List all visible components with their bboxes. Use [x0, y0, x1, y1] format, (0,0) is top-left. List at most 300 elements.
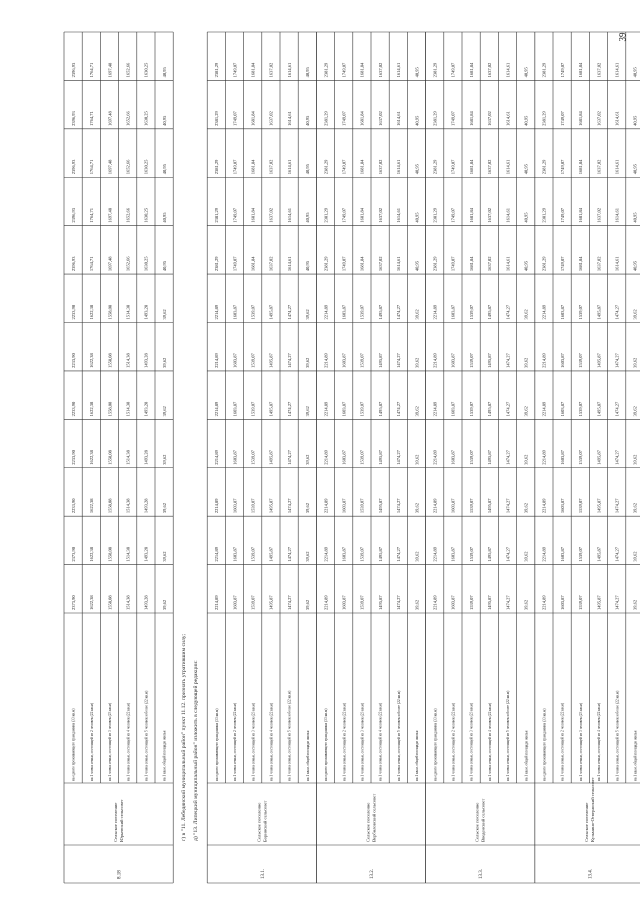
table-cell: 1495,87: [487, 595, 493, 610]
table-cell: 2233,90: [70, 353, 76, 368]
table-cell: 40,95: [523, 212, 529, 223]
table-cell: 1603,87: [341, 450, 347, 465]
row-label: на 1 члена семьи, состоящей из 3 человек (23 кв.м): [578, 702, 583, 781]
table-cell: 1539,07: [578, 353, 584, 368]
table-cell: 1749,07: [232, 111, 238, 126]
table-cell: 40,95: [161, 164, 167, 175]
table-cell: 1474,27: [614, 498, 620, 514]
table-cell: 1622,38: [89, 595, 95, 610]
table-cell: 1749,07: [559, 111, 565, 126]
table-cell: 1495,87: [487, 498, 493, 514]
table-cell: 39,62: [632, 599, 638, 610]
table-cell: 2214,89: [432, 498, 438, 514]
table-cell: 39,62: [523, 551, 529, 562]
table-cell: 1495,87: [487, 546, 493, 562]
table-cell: 1603,87: [341, 353, 347, 368]
table-cell: 1637,02: [596, 62, 602, 78]
table-cell: 1637,02: [268, 159, 274, 175]
table-cell: 1474,27: [286, 401, 292, 417]
table-cell: 1495,87: [596, 304, 602, 320]
table-cell: 1539,07: [359, 401, 365, 417]
table-cell: 1539,07: [578, 546, 584, 562]
table-cell: 2214,89: [432, 304, 438, 320]
table-cell: 1603,87: [450, 401, 456, 417]
table-cell: 1749,07: [341, 159, 347, 175]
table-cell: 1749,07: [341, 256, 347, 272]
table-cell: 1558,08: [107, 546, 113, 562]
row-label: на 1 члена семьи, состоящей из 3 человек (23 кв.м): [469, 702, 474, 781]
table-cell: 1603,87: [559, 546, 565, 562]
table-cell: 1474,27: [396, 401, 402, 417]
table-cell: 1614,61: [286, 159, 292, 175]
table-cell: 1495,87: [596, 498, 602, 514]
table-cell: 40,95: [305, 260, 311, 272]
table-cell: 39,62: [632, 503, 638, 514]
table-cell: 1637,02: [268, 256, 274, 272]
table-cell: 1614,61: [396, 62, 402, 78]
table-cell: 2214,89: [323, 595, 329, 610]
table-cell: 1514,38: [125, 450, 131, 465]
table-cell: 2233,90: [70, 304, 76, 320]
table-cell: 1539,07: [578, 401, 584, 417]
table-cell: 1539,07: [250, 401, 256, 417]
table-cell: 1495,87: [268, 546, 274, 562]
table-cell: 1614,61: [286, 256, 292, 272]
table-cell: 1514,38: [125, 498, 131, 514]
table-cell: 1514,38: [125, 304, 131, 320]
table-cell: 1474,27: [396, 498, 402, 514]
table-cell: 1539,07: [250, 546, 256, 562]
table-cell: 1749,07: [559, 159, 565, 175]
table-cell: 1749,07: [232, 62, 238, 78]
table-cell: 1495,87: [268, 498, 274, 514]
table-cell: 1681,84: [578, 208, 584, 223]
row-label: на 1 члена семьи, состоящей из 5 человек и более (22 кв.м): [506, 690, 511, 781]
table-cell: 1622,38: [89, 498, 95, 514]
table-cell: 1637,02: [377, 256, 383, 272]
table-cell: 39,62: [305, 551, 311, 562]
table-cell: 1681,84: [468, 159, 474, 175]
table-cell: 1681,84: [468, 256, 474, 272]
table-cell: 1539,07: [468, 546, 474, 562]
table-cell: 1681,84: [578, 159, 584, 175]
table-cell: 1539,07: [359, 353, 365, 368]
table-cell: 2381,29: [214, 159, 220, 175]
table-cell: 1681,84: [250, 111, 256, 126]
row-label: на 1 члена семьи, состоящей из 3 человек (23 кв.м): [108, 702, 113, 781]
row-label: на одного проживающего гражданина (33 кв.м): [542, 708, 547, 781]
table-cell: 1637,02: [487, 111, 493, 126]
table-cell: 2214,89: [541, 498, 547, 514]
table-cell: 1697,48: [107, 208, 113, 223]
table-cell: 1681,84: [468, 111, 474, 126]
row-label: на 1 члена семьи, состоящей из 2 человек (22 кв.м): [451, 702, 456, 781]
table-cell: 1474,27: [505, 498, 511, 514]
table-cell: 1630,25: [143, 256, 149, 272]
table-cell: 2381,29: [323, 159, 329, 175]
table-cell: 1474,27: [286, 304, 292, 320]
table-cell: 1603,87: [232, 304, 238, 320]
table-cell: 2396,93: [70, 159, 76, 175]
table-cell: 1495,87: [377, 450, 383, 465]
table-cell: 1749,07: [450, 159, 456, 175]
table-cell: 1603,87: [559, 595, 565, 610]
table-cell: 1749,07: [450, 111, 456, 126]
table-cell: 1630,25: [143, 159, 149, 175]
table-cell: 2381,29: [541, 159, 547, 175]
table-cell: 1539,07: [468, 304, 474, 320]
table-cell: 1474,27: [286, 498, 292, 514]
table-cell: 1474,27: [505, 353, 511, 368]
table-cell: 2214,89: [214, 353, 220, 368]
table-cell: 1749,07: [559, 256, 565, 272]
table-cell: 39,62: [523, 599, 529, 610]
table-cell: 1614,61: [396, 111, 402, 126]
table-cell: 40,95: [632, 67, 638, 78]
row-label: на 1 члена семьи, состоящей из 4 человек (22 кв.м): [269, 702, 274, 781]
table-cell: 1681,84: [359, 111, 365, 126]
table-cell: 1681,84: [578, 256, 584, 272]
table-cell: 1603,87: [450, 353, 456, 368]
table-cell: 1603,87: [341, 304, 347, 320]
table-cell: 39,62: [523, 309, 529, 320]
table-cell: 1495,87: [596, 546, 602, 562]
table-cell: 1681,84: [578, 111, 584, 126]
table-cell: 1614,61: [286, 208, 292, 223]
table-cell: 1681,84: [578, 62, 584, 78]
table-cell: 1474,27: [286, 353, 292, 368]
table-cell: 1514,38: [125, 595, 131, 610]
table-cell: 1603,87: [559, 304, 565, 320]
row-label: на 1 члена семьи, состоящей из 5 человек и более (22 кв.м): [396, 690, 401, 781]
table-cell: 1474,27: [286, 595, 292, 610]
table-cell: 2381,29: [541, 62, 547, 78]
intro-line-g: г) в "11. Лебедянский муниципальный район" пункт 11.12. признать утратившим силу;: [181, 633, 188, 841]
table-cell: 39,62: [305, 599, 311, 610]
table-cell: 40,95: [161, 67, 167, 78]
table-cell: 40,95: [305, 67, 311, 78]
table-cell: 1614,61: [505, 208, 511, 223]
table-cell: 39,62: [414, 406, 420, 417]
table-cell: 1764,71: [89, 111, 95, 126]
table-cell: 39,62: [161, 551, 167, 562]
row-label: на 1 члена семьи, состоящей из 4 человек (22 кв.м): [378, 702, 383, 781]
table-cell: 1681,84: [359, 62, 365, 78]
table-cell: 1539,07: [468, 595, 474, 610]
table-cell: 2214,89: [323, 498, 329, 514]
block-13-1-code: 13.1.: [260, 869, 266, 879]
page-number: 39: [617, 32, 628, 42]
table-cell: 1603,87: [450, 450, 456, 465]
table-cell: 1539,07: [468, 450, 474, 465]
table-cell: 2233,90: [70, 498, 76, 514]
table-cell: 1697,48: [107, 256, 113, 272]
table-cell: 1749,07: [341, 111, 347, 126]
table-cell: 1637,02: [596, 111, 602, 126]
table-cell: 1493,28: [143, 498, 149, 514]
table-cell: 39,62: [414, 551, 420, 562]
table-cell: 2214,89: [541, 304, 547, 320]
block-13-2-code: 13.2.: [370, 869, 375, 879]
table-cell: 1603,87: [232, 450, 238, 465]
table-cell: 39,62: [414, 454, 420, 465]
block-13-2-settlement: Сельское поселение: [365, 802, 371, 842]
table-cell: 1495,87: [268, 450, 274, 465]
table-cell: 2381,29: [432, 208, 438, 223]
table-cell: 1614,61: [396, 256, 402, 272]
table-cell: 1614,61: [505, 159, 511, 175]
table-cell: 40,95: [305, 212, 311, 223]
table-cell: 1603,87: [559, 498, 565, 514]
table-cell: 40,95: [161, 260, 167, 272]
table-cell: 1603,87: [232, 595, 238, 610]
table-cell: 1749,07: [450, 62, 456, 78]
row-label: на 1 члена семьи, состоящей из 2 человек (22 кв.м): [89, 702, 94, 781]
table-cell: 1474,27: [505, 595, 511, 610]
block-13-4-code: 13.4.: [588, 869, 594, 879]
table-cell: 1539,07: [250, 304, 256, 320]
table-cell: 1630,25: [143, 62, 149, 78]
table-cell: 1495,87: [268, 353, 274, 368]
table-cell: 1697,48: [107, 111, 113, 126]
table-cell: 1474,27: [614, 595, 620, 610]
table-cell: 39,62: [161, 357, 167, 368]
table-cell: 1614,61: [286, 62, 292, 78]
table-cell: 40,95: [414, 212, 420, 223]
table-cell: 1495,87: [377, 595, 383, 610]
table-cell: 1474,27: [505, 450, 511, 465]
row-label: на 1 кв.м. общей площади жилья: [633, 730, 638, 781]
table-cell: 1539,07: [468, 401, 474, 417]
table-cell: 1749,07: [559, 62, 565, 78]
row-label: на 1 члена семьи, состоящей из 4 человек (22 кв.м): [487, 702, 492, 781]
table-cell: 1652,66: [125, 62, 131, 78]
table-cell: 1637,02: [596, 208, 602, 223]
row-label: на 1 кв.м. общей площади жилья: [415, 730, 420, 781]
table-cell: 1637,02: [268, 208, 274, 223]
table-cell: 1495,87: [596, 401, 602, 417]
table-cell: 1495,87: [487, 353, 493, 368]
row-label: на 1 члена семьи, состоящей из 4 человек (22 кв.м): [597, 702, 602, 781]
table-cell: 1474,27: [505, 546, 511, 562]
table-cell: 1614,61: [614, 256, 620, 272]
table-cell: 1539,07: [578, 304, 584, 320]
table-cell: 1495,87: [487, 401, 493, 417]
table-cell: 1652,66: [125, 159, 131, 175]
table-cell: 39,62: [305, 357, 311, 368]
table-cell: 1474,27: [614, 304, 620, 320]
table-cell: 1495,87: [487, 304, 493, 320]
table-cell: 2214,89: [541, 546, 547, 562]
table-cell: 40,95: [305, 164, 311, 175]
table-cell: 2381,29: [432, 111, 438, 126]
table-cell: 1603,87: [450, 546, 456, 562]
table-cell: 2381,29: [323, 256, 329, 272]
table-cell: 1514,38: [125, 546, 131, 562]
table-cell: 39,62: [414, 357, 420, 368]
table-cell: 1681,84: [250, 256, 256, 272]
table-cell: 40,95: [305, 115, 311, 126]
table-cell: 1495,87: [377, 498, 383, 514]
table-cell: 40,95: [632, 212, 638, 223]
table-cell: 1539,07: [359, 498, 365, 514]
table-cell: 2214,89: [323, 304, 329, 320]
table-cell: 1514,38: [125, 401, 131, 417]
table-cell: 2214,89: [541, 595, 547, 610]
table-cell: 2214,89: [214, 595, 220, 610]
table-cell: 1614,61: [505, 111, 511, 126]
table-cell: 1622,38: [89, 401, 95, 417]
table-cell: 2214,89: [214, 304, 220, 320]
table-cell: 39,62: [161, 503, 167, 514]
table-cell: 1603,87: [341, 498, 347, 514]
table-cell: 40,95: [161, 212, 167, 223]
table-cell: 2381,29: [323, 111, 329, 126]
table-cell: 2214,89: [541, 353, 547, 368]
table-cell: 2214,89: [432, 353, 438, 368]
table-cell: 1622,38: [89, 304, 95, 320]
table-cell: 1603,87: [232, 546, 238, 562]
block-13-4-settlement: Сельское поселение: [583, 802, 589, 842]
row-label: на одного проживающего гражданина (33 кв.м): [214, 708, 219, 781]
table-cell: 1603,87: [341, 401, 347, 417]
table-cell: 1764,71: [89, 208, 95, 223]
table-cell: 1681,84: [359, 208, 365, 223]
table-cell: 1539,07: [359, 595, 365, 610]
table-cell: 2396,93: [70, 62, 76, 78]
table-cell: 1539,07: [250, 450, 256, 465]
table-cell: 2233,90: [70, 450, 76, 465]
table-cell: 39,62: [161, 406, 167, 417]
table-cell: 1493,28: [143, 450, 149, 465]
table-cell: 1622,38: [89, 546, 95, 562]
table-cell: 1603,87: [341, 546, 347, 562]
table-cell: 1558,08: [107, 401, 113, 417]
table-cell: 1539,07: [250, 498, 256, 514]
table-cell: 2373,90: [70, 595, 76, 610]
table-cell: 40,95: [523, 164, 529, 175]
row-label: на 1 члена семьи, состоящей из 3 человек (23 кв.м): [360, 702, 365, 781]
table-cell: 1681,84: [468, 208, 474, 223]
table-cell: 1539,07: [359, 450, 365, 465]
table-cell: 1495,87: [268, 401, 274, 417]
table-cell: 39,62: [523, 357, 529, 368]
row-label: на одного проживающего гражданина (33 кв.м): [71, 708, 76, 781]
table-cell: 1637,02: [377, 111, 383, 126]
table-cell: 1495,87: [377, 353, 383, 368]
table-cell: 39,62: [414, 503, 420, 514]
table-cell: 1637,02: [268, 62, 274, 78]
table-cell: 1614,61: [614, 111, 620, 126]
table-cell: 1614,61: [614, 208, 620, 223]
table-cell: 1622,38: [89, 353, 95, 368]
block-13-1-settlement-cont: Боринский сельсовет: [262, 800, 268, 842]
table-cell: 1603,87: [232, 353, 238, 368]
table-cell: 1558,08: [107, 304, 113, 320]
table-cell: 1495,87: [487, 450, 493, 465]
table-cell: 2214,89: [214, 498, 220, 514]
table-cell: 1474,27: [396, 450, 402, 465]
table-cell: 1474,27: [614, 353, 620, 368]
table-cell: 1474,27: [505, 401, 511, 417]
table-cell: 39,62: [161, 599, 167, 610]
row-label: на 1 члена семьи, состоящей из 5 человек и более (22 кв.м): [287, 690, 292, 781]
table-cell: 1493,28: [143, 401, 149, 417]
table-cell: 40,95: [632, 164, 638, 175]
table-cell: 1603,87: [232, 498, 238, 514]
table-cell: 39,62: [305, 309, 311, 320]
block-13-1-settlement: Сельское поселение: [256, 802, 262, 842]
table-cell: 39,62: [161, 454, 167, 465]
table-cell: 2214,89: [323, 353, 329, 368]
row-label: на 1 кв.м. общей площади жилья: [524, 730, 529, 781]
table-cell: 1614,61: [396, 159, 402, 175]
table-cell: 1697,48: [107, 159, 113, 175]
table-cell: 40,95: [414, 67, 420, 78]
block-818-code: 8.18: [117, 870, 123, 879]
table-cell: 2214,89: [323, 401, 329, 417]
table-cell: 1637,02: [377, 159, 383, 175]
table-cell: 39,62: [632, 406, 638, 417]
table-cell: 1493,28: [143, 304, 149, 320]
table-cell: 2381,29: [323, 208, 329, 223]
table-cell: 1749,07: [341, 62, 347, 78]
table-cell: 39,62: [414, 599, 420, 610]
table-cell: 1637,02: [487, 159, 493, 175]
table-cell: 1764,71: [89, 62, 95, 78]
table-cell: 1614,61: [505, 256, 511, 272]
table-cell: 1749,07: [232, 159, 238, 175]
row-label: на одного проживающего гражданина (33 кв.м): [433, 708, 438, 781]
table-cell: 2233,90: [70, 401, 76, 417]
table-cell: 1637,02: [596, 256, 602, 272]
table-cell: 1495,87: [596, 595, 602, 610]
table-cell: 2214,89: [214, 546, 220, 562]
table-cell: 1558,08: [107, 450, 113, 465]
table-cell: 2214,89: [541, 401, 547, 417]
table-cell: 1749,07: [450, 208, 456, 223]
table-cell: 2373,90: [70, 546, 76, 562]
table-cell: 1474,27: [614, 401, 620, 417]
table-cell: 1681,84: [250, 208, 256, 223]
table-cell: 1474,27: [614, 450, 620, 465]
table-cell: 1495,87: [377, 304, 383, 320]
table-cell: 1764,71: [89, 159, 95, 175]
row-label: на 1 члена семьи, состоящей из 2 человек (22 кв.м): [560, 702, 565, 781]
row-label: на 1 члена семьи, состоящей из 5 человек и более (22 кв.м): [615, 690, 620, 781]
row-label: на 1 члена семьи, состоящей из 4 человек (22 кв.м): [126, 702, 131, 781]
table-cell: 1474,27: [505, 304, 511, 320]
row-label: на 1 члена семьи, состоящей из 2 человек (22 кв.м): [233, 702, 238, 781]
table-cell: 1474,27: [286, 546, 292, 562]
table-cell: 39,62: [305, 503, 311, 514]
block-818-settlement-cont: Юрьевский сельсовет: [119, 799, 125, 842]
table-cell: 2381,29: [214, 111, 220, 126]
table-cell: 1495,87: [596, 353, 602, 368]
table-cell: 2214,89: [323, 546, 329, 562]
table-cell: 1614,61: [614, 62, 620, 78]
table-cell: 39,62: [632, 357, 638, 368]
table-cell: 1614,61: [614, 159, 620, 175]
table-cell: 1539,07: [578, 450, 584, 465]
table-cell: 1539,07: [359, 546, 365, 562]
table-cell: 2396,93: [70, 111, 76, 126]
table-cell: 2396,93: [70, 256, 76, 272]
table-cell: 2396,93: [70, 208, 76, 223]
table-cell: 2381,29: [541, 208, 547, 223]
table-cell: 2381,29: [432, 256, 438, 272]
table-cell: 1603,87: [450, 304, 456, 320]
